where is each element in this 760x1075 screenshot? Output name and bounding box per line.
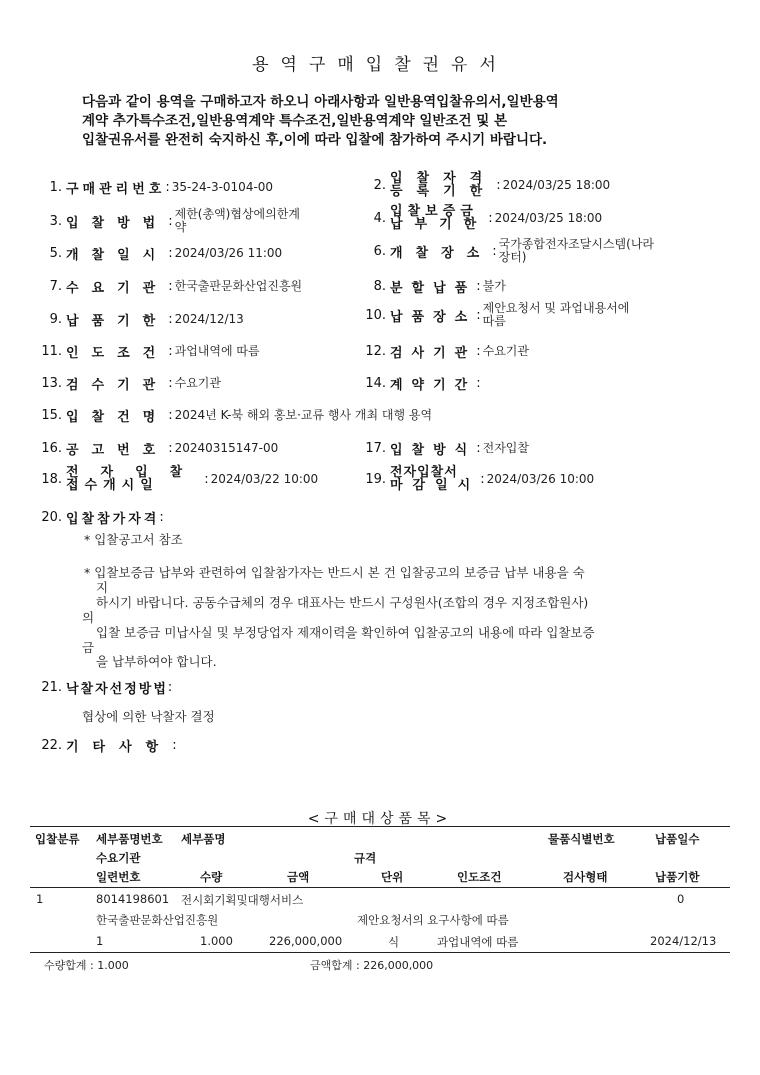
item-5: 5. 개찰일시 : 2024/03/26 11:00 [49,246,283,263]
item-8: 8. 분할납품 : 불가 [373,279,506,296]
item-21: 21. 낙찰자선정방법 : [41,680,173,697]
item-7: 7. 수요기관 : 한국출판문화산업진흥원 [49,279,303,296]
item-19: 19. 전자입찰서 마감일시 : 2024/03/26 10:00 [365,465,595,493]
item-1-value: 35-24-3-0104-00 [171,180,274,194]
item-4-value: 2024/03/25 18:00 [494,210,603,225]
item-11: 11. 인도조건 : 과업내역에 따름 [41,344,260,361]
item-20: 20. 입찰참가자격 : [41,510,164,527]
document-title: 용역구매입찰권유서 [252,55,508,75]
table-bottom-rule [30,952,730,953]
item-14: 14. 계약기간 : [365,376,481,393]
intro-line: 계약 추가특수조건,일반용역계약 특수조건,일반용역계약 일반조건 및 본 [82,113,507,129]
item-21-notes: 협상에 의한 낙찰자 결정 [82,709,215,724]
intro-line: 다음과 같이 용역을 구매하고자 하오니 아래사항과 일반용역입찰유의서,일반용역 [82,94,559,110]
purchase-list-title: <구매대상품목> [307,811,453,827]
item-1: 1. 구매관리번호 : 35-24-3-0104-00 [49,180,274,197]
item-6: 6. 개찰장소 : 국가종합전자조달시스템(나라 장터) [373,237,655,264]
intro-paragraph [82,93,722,150]
quantity-total: 수량합계 : 1.000 [44,959,129,972]
item-10: 10. 납품장소 : 제안요청서 및 과업내용서에 따름 [365,301,630,328]
item-2: 2. 입찰자격 등록기한 : 2024/03/25 18:00 [373,171,611,199]
item-15: 15. 입찰건명 : 2024년 K-북 해외 홍보·교류 행사 개최 대행 용역 [41,408,433,425]
amount-total: 금액합계 : 226,000,000 [310,959,434,972]
item-12: 12. 검사기관 : 수요기관 [365,344,529,361]
item-4: 4. 입찰보증금 납부기한 : 2024/03/25 18:00 [373,204,603,232]
item-22: 22. 기타사항 : [41,738,177,755]
item-17: 17. 입찰방식 : 전자입찰 [365,441,529,458]
item-16: 16. 공고번호 : 20240315147-00 [41,441,279,458]
item-2-value: 2024/03/25 18:00 [502,177,611,192]
intro-line: 입찰권유서를 완전히 숙지하신 후,이에 따라 입찰에 참가하여 주시기 바랍니다. [82,132,548,148]
item-3: 3. 입찰방법 : 제한(총액)협상에의한계 약 [49,207,300,234]
table-top-rule [30,826,730,827]
table-header-rule [30,887,730,888]
item-13: 13. 검수기관 : 수요기관 [41,376,221,393]
item-18: 18. 전자입찰 접수개시일 : 2024/03/22 10:00 [41,465,319,493]
item-9: 9. 납품기한 : 2024/12/13 [49,312,244,329]
item-20-notes: * 입찰공고서 참조 * 입찰보증금 납부와 관련하여 입찰참가자는 반드시 본 건 입찰공고의 보증금 납부 내용을 숙 지 하시기 바랍니다. 공동수급체의 경우 대표사는 반드시 구성원사(조합의 경우 지정조합원사) 의 입찰 보증금 미납사실 및 부정당업자 제재이력을 확인하여 입찰공고의 내용에 따라 입찰보증 금 을 납부하여야 합니다. [82,532,595,669]
